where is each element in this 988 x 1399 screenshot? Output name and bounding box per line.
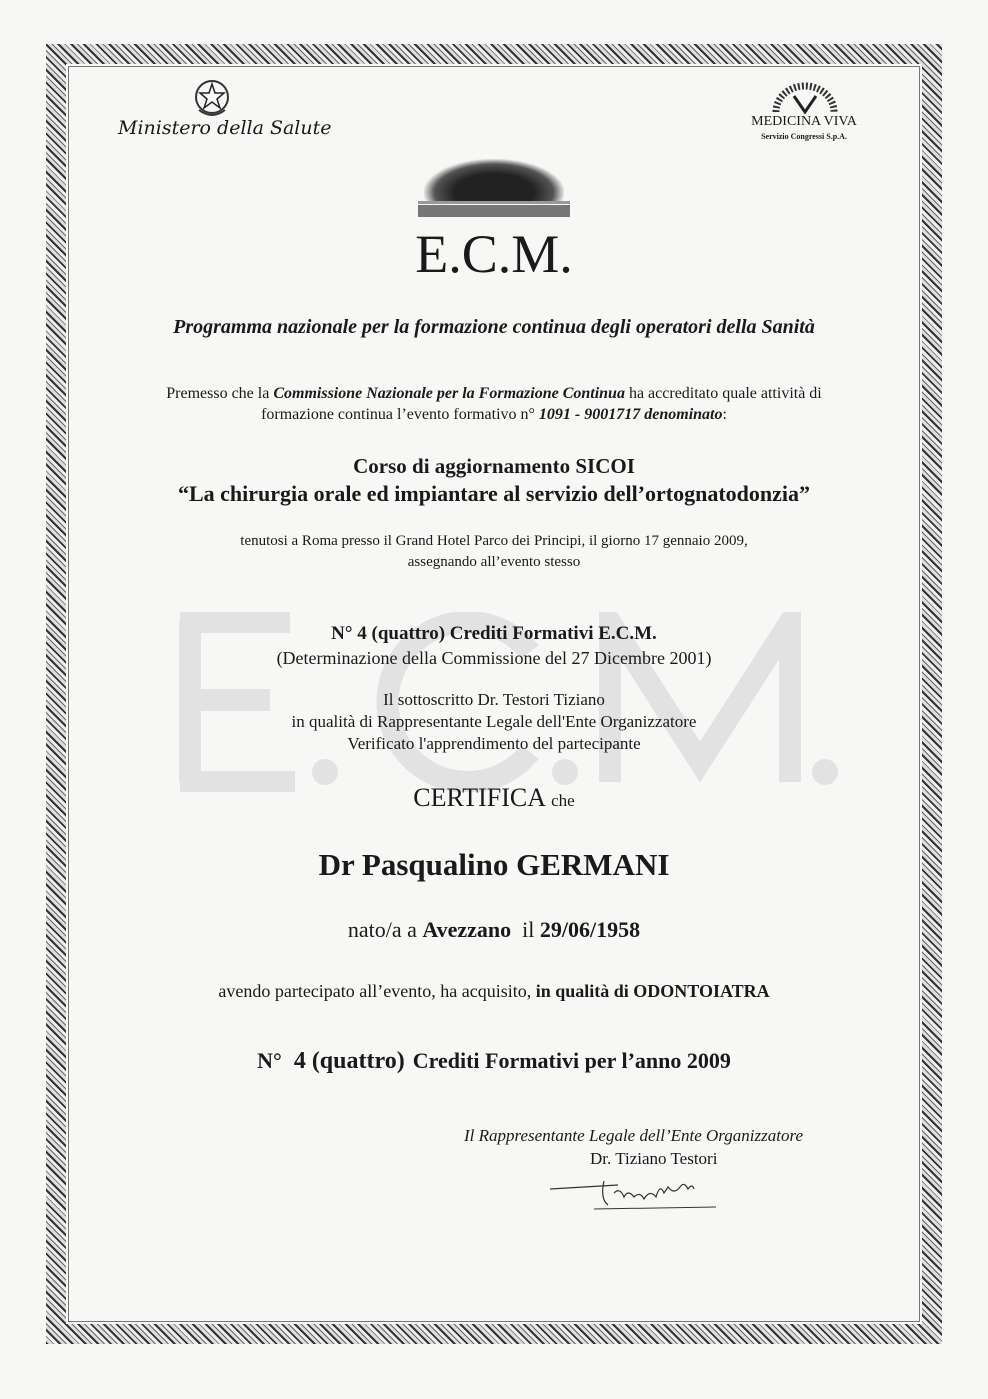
organizer-subtitle: Servizio Congressi S.p.A. [761,132,847,141]
participant-name: Dr Pasqualino GERMANI [318,847,670,882]
programme-title: Programma nazionale per la formazione continua degli operatori della Sanità [173,316,815,338]
birth-label: nato/a a [347,917,423,942]
premise-text: : [722,406,727,423]
course-assign: assegnando all’evento stesso [407,554,581,570]
ecm-credits: N° 4 (quattro) Crediti Formativi E.C.M. [331,623,657,644]
handwritten-signature [548,1173,738,1215]
signatory-line-1: Il sottoscritto Dr. Testori Tiziano [383,690,605,709]
participation-text: avendo partecipato all’evento, ha acquisito, [218,981,536,1001]
credit-count: 4 (quattro) [293,1048,405,1074]
birth-place: Avezzano [422,917,512,942]
ecm-title: E.C.M. [415,224,573,284]
signature-role: Il Rappresentante Legale dell’Ente Organizzatore [464,1126,803,1145]
number-sign: N° [257,1048,282,1073]
ministry-name: Ministero della Salute [118,117,332,139]
ecm-painting-image [418,155,570,217]
premise-text: ha accreditato quale attività di [624,385,822,402]
certifica-word: CERTIFICA [413,783,545,812]
premise-text: Premesso che la [166,385,274,402]
determination: (Determinazione della Commissione del 27 Dicembre 2001) [276,648,712,668]
signatory-line-2: in qualità di Rappresentante Legale dell'Ente Organizzatore [291,712,697,731]
participation-line [0,981,988,1002]
course-type: Corso di aggiornamento SICOI [353,454,635,478]
course-venue: tenutosi a Roma presso il Grand Hotel Parco dei Principi, il giorno 17 gennaio 2009, [240,533,748,549]
participant-role: in qualità di ODONTOIATRA [535,981,770,1001]
medicina-viva-logo-icon [772,82,838,114]
italian-emblem-icon [193,78,231,120]
event-number: 1091 - 9001717 denominato [538,406,723,423]
commission-name: Commissione Nazionale per la Formazione Continua [273,385,625,402]
credit-year: Crediti Formativi per l’anno 2009 [412,1048,731,1073]
course-title: “La chirurgia orale ed impiantare al servizio dell’ortognatodonzia” [177,481,811,506]
signature-name: Dr. Tiziano Testori [590,1149,718,1168]
birth-info [0,917,988,943]
birth-date: 29/06/1958 [539,917,641,942]
birth-label: il [511,917,540,942]
che-word: che [551,791,575,810]
premise-line-1 [0,384,988,403]
signatory-line-3: Verificato l'apprendimento del partecipante [347,734,641,753]
final-credits [0,1047,988,1075]
premise-line-2 [0,405,988,424]
organizer-name: MEDICINA VIVA [751,114,857,129]
premise-text: formazione continua l’evento formativo n° [261,406,539,423]
certifica-heading [0,783,988,816]
